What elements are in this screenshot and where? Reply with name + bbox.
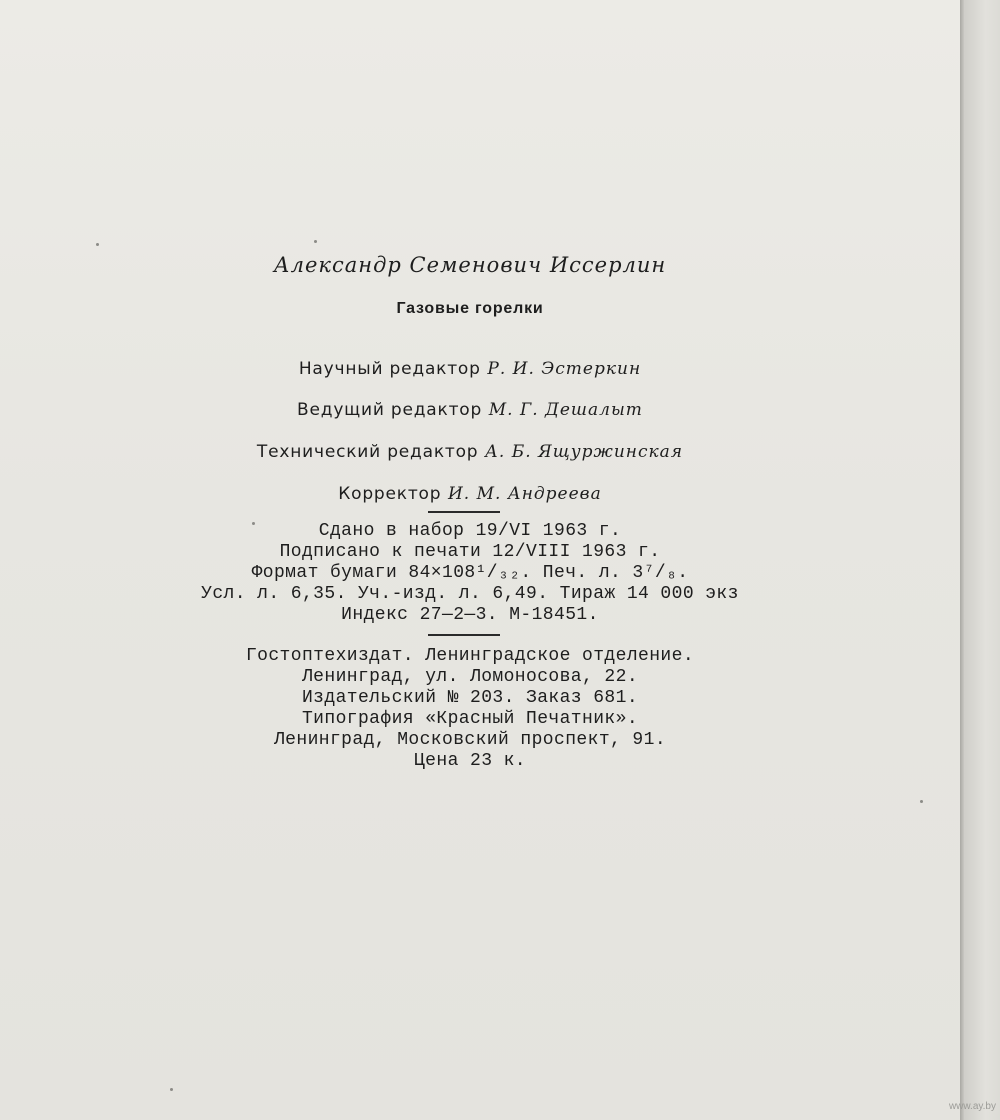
editor-role: Технический редактор (256, 442, 479, 462)
editor-role: Научный редактор (298, 359, 481, 379)
adjacent-page (964, 0, 1000, 1120)
divider-rule (428, 634, 500, 636)
editor-line-technical (0, 440, 940, 463)
price-line: Цена 23 к. (413, 751, 527, 771)
print-detail-line: Сдано в набор 19/VI 1963 г. (318, 521, 622, 541)
editor-line-proofreader (0, 482, 940, 505)
editor-role: Корректор (338, 484, 442, 504)
publisher-detail-line: Гостоптехиздат. Ленинградское отделение. (245, 646, 695, 666)
paper-speck (314, 240, 317, 243)
editor-role: Ведущий редактор (297, 400, 483, 420)
author-name: Александр Семенович Иссерлин (273, 253, 667, 277)
watermark: www.ay.by (948, 1101, 996, 1112)
print-detail-line: Индекс 27—2—3. М-18451. (341, 605, 599, 625)
editor-name: И. М. Андреева (447, 484, 602, 504)
editor-name: А. Б. Ящуржинская (485, 442, 684, 462)
editor-line-leading (0, 398, 940, 421)
paper-speck (170, 1088, 173, 1091)
print-detail-line: Усл. л. 6,35. Уч.-изд. л. 6,49. Тираж 14 000 экз (201, 584, 739, 604)
paper-speck (96, 243, 99, 246)
book-title: Газовые горелки (396, 300, 544, 317)
publisher-detail-line: Типография «Красный Печатник». (301, 709, 639, 729)
divider-rule (428, 511, 500, 513)
editor-line-scientific (0, 357, 940, 380)
print-detail-line: Подписано к печати 12/VIII 1963 г. (279, 542, 661, 562)
publisher-detail-line: Ленинград, ул. Ломоносова, 22. (301, 667, 639, 687)
publisher-detail-line: Ленинград, Московский проспект, 91. (273, 730, 667, 750)
editor-name: Р. И. Эстеркин (487, 359, 642, 379)
print-detail-line: Формат бумаги 84×108¹/₃₂. Печ. л. 3⁷/₈. (251, 563, 689, 583)
editor-name: М. Г. Дешалыт (488, 400, 643, 420)
paper-speck (920, 800, 923, 803)
publisher-detail-line: Издательский № 203. Заказ 681. (301, 688, 639, 708)
